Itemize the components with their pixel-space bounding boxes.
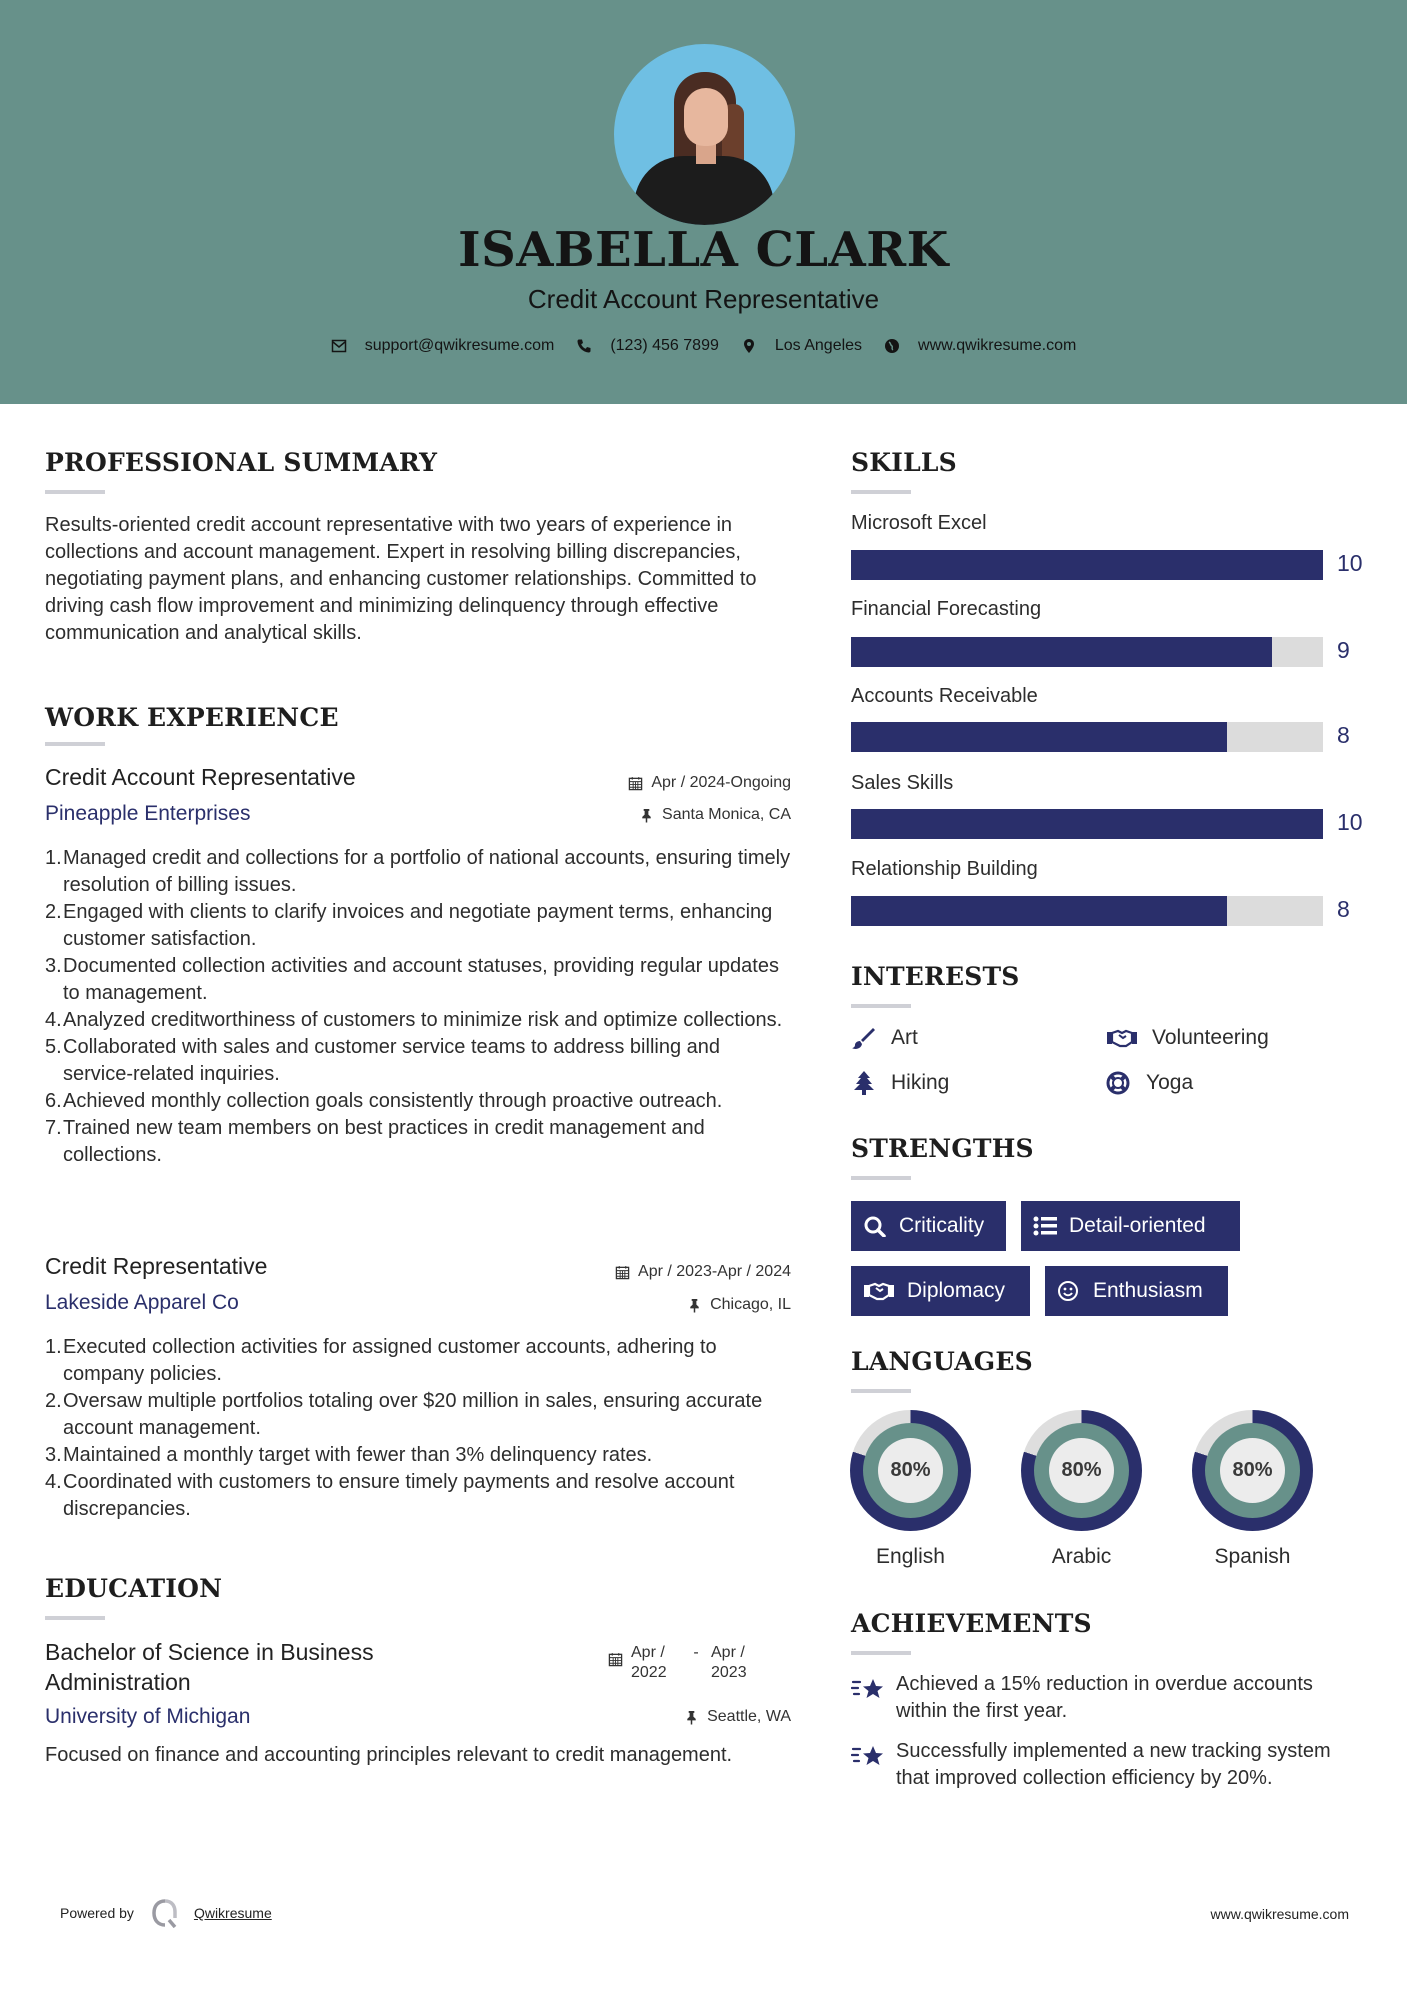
- skill-bar-fill: [851, 637, 1272, 667]
- contact-phone[interactable]: [576, 337, 719, 355]
- interest-item: Volunteering: [1106, 1026, 1269, 1050]
- skill-name: Accounts Receivable: [851, 685, 1038, 707]
- job-dates: [520, 1263, 791, 1281]
- education-description: Focused on finance and accounting principles relevant to credit management.: [45, 1744, 733, 1766]
- strengths-heading: STRENGTHS: [851, 1134, 1034, 1163]
- language-proficiency-ring: [1192, 1410, 1313, 1531]
- contact-bar: [0, 337, 1407, 355]
- contact-website-text: www.qwikresume.com: [918, 337, 1077, 354]
- language-name: English: [876, 1545, 945, 1568]
- section-divider: [45, 1616, 105, 1620]
- skill-value: 10: [1337, 550, 1363, 576]
- phone-icon: [576, 338, 592, 354]
- job-dates: [540, 774, 791, 792]
- job-dates-text: Apr / 2024-Ongoing: [651, 774, 791, 791]
- summary-heading: PROFESSIONAL SUMMARY: [45, 448, 438, 477]
- skill-value: 8: [1337, 722, 1350, 748]
- skill-value: 8: [1337, 896, 1350, 922]
- interests-heading: INTERESTS: [851, 962, 1020, 991]
- list-item: 3. Maintained a monthly target with fewer than 3% delinquency rates.: [45, 1444, 653, 1466]
- job-bullets: [45, 845, 795, 1169]
- calendar-icon: [628, 776, 643, 791]
- contact-email[interactable]: [331, 337, 555, 355]
- language-name: Spanish: [1214, 1545, 1291, 1568]
- skill-bar-fill: [851, 809, 1323, 839]
- skill-name: Sales Skills: [851, 772, 954, 794]
- education-end: Apr / 2023: [711, 1644, 747, 1681]
- strength-tag: Enthusiasm: [1045, 1266, 1228, 1316]
- list-item: 1. Managed credit and collections for a portfolio of national accounts, ensuring timely resolution of billing issues.: [45, 847, 791, 896]
- job-location: [540, 806, 791, 824]
- tree-icon: [851, 1071, 877, 1095]
- job-bullets: [45, 1334, 795, 1523]
- list-item: 7. Trained new team members on best practices in credit management and collections.: [45, 1117, 705, 1166]
- achievements-heading: ACHIEVEMENTS: [851, 1609, 1092, 1638]
- map-marker-icon: [741, 338, 757, 354]
- section-divider: [45, 490, 105, 494]
- shooting-star-icon: [851, 1742, 885, 1770]
- skill-bar: [851, 722, 1323, 752]
- profile-photo: [614, 44, 795, 225]
- list-item: 3. Documented collection activities and account statuses, providing regular updates to management.: [45, 955, 779, 1004]
- job-title: Credit Representative: [45, 1253, 268, 1279]
- candidate-name: ISABELLA CLARK: [458, 222, 949, 278]
- contact-phone-text: (123) 456 7899: [610, 337, 719, 354]
- company-name: Pineapple Enterprises: [45, 802, 251, 825]
- skill-bar: [851, 637, 1323, 667]
- language-percent: 80%: [1220, 1438, 1285, 1503]
- job-location: [540, 1296, 791, 1314]
- list-icon: [1033, 1215, 1057, 1237]
- contact-location: [741, 337, 862, 355]
- summary-text: Results-oriented credit account representative with two years of experience in collections and account management. Expert in resolving billing discrepancies, negotiating payment plans, and enhancing customer relationships. Committed to driving cash flow improvement and minimizing delinquency through effective communication and analytical skills.: [45, 514, 757, 644]
- strength-tag: Criticality: [851, 1201, 1006, 1251]
- skill-bar-fill: [851, 550, 1323, 580]
- section-divider: [851, 1004, 911, 1008]
- strength-tag: Diplomacy: [851, 1266, 1030, 1316]
- footer-url[interactable]: www.qwikresume.com: [1210, 1906, 1349, 1922]
- shooting-star-icon: [851, 1675, 885, 1703]
- list-item: 2. Engaged with clients to clarify invoices and negotiate payment terms, enhancing customer satisfaction.: [45, 901, 773, 950]
- section-divider: [851, 1651, 911, 1655]
- resume-header: [0, 0, 1407, 404]
- pin-icon: [687, 1298, 702, 1313]
- list-item: 6. Achieved monthly collection goals consistently through proactive outreach.: [45, 1090, 723, 1112]
- job-location-text: Santa Monica, CA: [662, 806, 791, 823]
- section-divider: [851, 490, 911, 494]
- interest-item: Yoga: [1106, 1071, 1193, 1095]
- skill-name: Microsoft Excel: [851, 512, 987, 534]
- list-item: 2. Oversaw multiple portfolios totaling over $20 million in sales, ensuring accurate account management.: [45, 1390, 763, 1439]
- calendar-icon: [608, 1652, 623, 1667]
- pin-icon: [639, 808, 654, 823]
- pin-icon: [684, 1710, 699, 1725]
- achievement-item: Achieved a 15% reduction in overdue accounts within the first year.: [851, 1671, 1351, 1725]
- section-divider: [851, 1389, 911, 1393]
- education-dates: [608, 1643, 761, 1683]
- language-name: Arabic: [1051, 1545, 1112, 1568]
- skill-bar: [851, 896, 1323, 926]
- search-icon: [863, 1215, 887, 1237]
- handshake-icon: [863, 1280, 895, 1302]
- qwikresume-logo-icon: [150, 1898, 180, 1928]
- skill-bar-fill: [851, 896, 1227, 926]
- interest-item: Art: [851, 1026, 918, 1050]
- skill-bar: [851, 809, 1323, 839]
- paintbrush-icon: [851, 1026, 877, 1050]
- strength-tag: Detail-oriented: [1021, 1201, 1240, 1251]
- powered-by-label: Powered by: [60, 1905, 134, 1921]
- language-percent: 80%: [878, 1438, 943, 1503]
- section-divider: [851, 1176, 911, 1180]
- education-location: [540, 1708, 791, 1726]
- list-item: 1. Executed collection activities for assigned customer accounts, adhering to company policies.: [45, 1336, 717, 1385]
- date-separator: -: [693, 1644, 699, 1661]
- handshake-icon: [1106, 1026, 1138, 1050]
- school-name: University of Michigan: [45, 1705, 251, 1728]
- footer-powered-by: [60, 1898, 272, 1928]
- globe-icon: [884, 338, 900, 354]
- contact-location-text: Los Angeles: [774, 337, 863, 354]
- job-location-text: Chicago, IL: [710, 1296, 791, 1313]
- section-divider: [45, 742, 105, 746]
- education-location-text: Seattle, WA: [707, 1708, 791, 1725]
- qwikresume-link[interactable]: Qwikresume: [193, 1905, 272, 1921]
- language-percent: 80%: [1049, 1438, 1114, 1503]
- skill-name: Financial Forecasting: [851, 598, 1042, 620]
- skills-heading: SKILLS: [851, 448, 957, 477]
- skill-value: 9: [1337, 637, 1350, 663]
- contact-email-text: support@qwikresume.com: [364, 337, 555, 354]
- company-name: Lakeside Apparel Co: [45, 1291, 239, 1314]
- list-item: 5. Collaborated with sales and customer service teams to address billing and service-related inquiries.: [45, 1036, 721, 1085]
- degree-title: Bachelor of Science in Business Administration: [45, 1639, 374, 1695]
- calendar-icon: [615, 1265, 630, 1280]
- language-proficiency-ring: [1021, 1410, 1142, 1531]
- list-item: 4. Analyzed creditworthiness of customers to minimize risk and optimize collections.: [45, 1009, 783, 1031]
- languages-heading: LANGUAGES: [851, 1347, 1033, 1376]
- job-title: Credit Account Representative: [45, 764, 356, 790]
- interest-item: Hiking: [851, 1071, 949, 1095]
- contact-website[interactable]: [884, 337, 1076, 355]
- education-start: Apr / 2022: [631, 1644, 667, 1681]
- life-ring-icon: [1106, 1071, 1132, 1095]
- education-heading: EDUCATION: [45, 1574, 223, 1603]
- candidate-title: Credit Account Representative: [527, 284, 880, 314]
- achievement-item: Successfully implemented a new tracking system that improved collection efficiency by 20%.: [851, 1738, 1351, 1792]
- language-proficiency-ring: [850, 1410, 971, 1531]
- skill-value: 10: [1337, 809, 1363, 835]
- envelope-icon: [331, 338, 347, 354]
- skill-name: Relationship Building: [851, 858, 1038, 880]
- job-dates-text: Apr / 2023-Apr / 2024: [638, 1263, 791, 1280]
- experience-heading: WORK EXPERIENCE: [45, 703, 339, 732]
- skill-bar-fill: [851, 722, 1227, 752]
- smile-icon: [1057, 1280, 1081, 1302]
- skill-bar: [851, 550, 1323, 580]
- list-item: 4. Coordinated with customers to ensure timely payments and resolve account discrepancies.: [45, 1471, 735, 1520]
